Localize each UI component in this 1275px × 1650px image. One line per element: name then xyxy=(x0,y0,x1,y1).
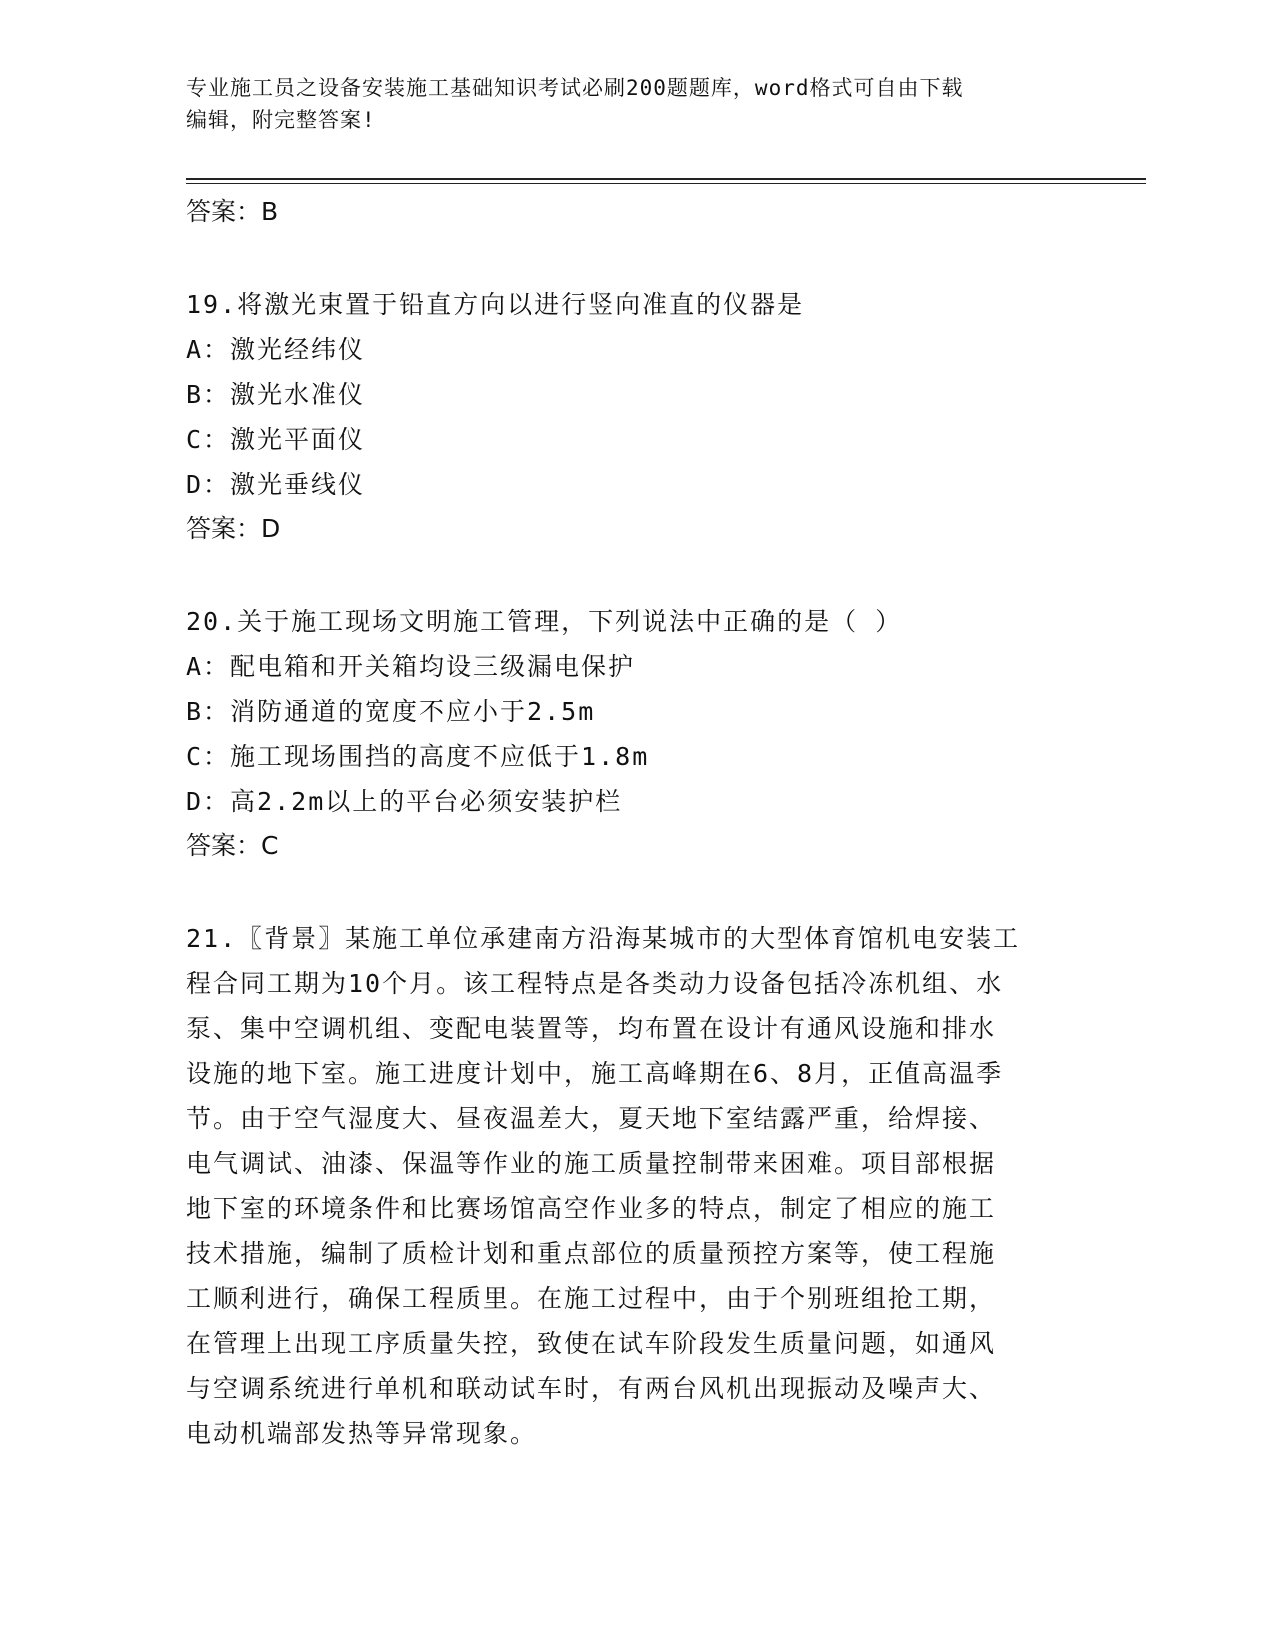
answer: 答案：D xyxy=(186,514,281,543)
option-c: C：激光平面仪 xyxy=(186,425,366,454)
paragraph-line: 技术措施，编制了质检计划和重点部位的质量预控方案等，使工程施 xyxy=(186,1239,997,1268)
document-title-line-1: 专业施工员之设备安装施工基础知识考试必刷200题题库，word格式可自由下载 xyxy=(186,76,964,100)
document-title xyxy=(186,72,1066,136)
option-d: D：激光垂线仪 xyxy=(186,470,366,499)
option-c: C：施工现场围挡的高度不应低于1.8m xyxy=(186,742,650,771)
paragraph-line: 泵、集中空调机组、变配电装置等，均布置在设计有通风设施和排水 xyxy=(186,1014,997,1043)
answer: 答案：C xyxy=(186,831,279,860)
option-a: A：配电箱和开关箱均设三级漏电保护 xyxy=(186,652,636,681)
paragraph-line: 与空调系统进行单机和联动试车时，有两台风机出现振动及噪声大、 xyxy=(186,1374,997,1403)
paragraph-line: 程合同工期为10个月。该工程特点是各类动力设备包括冷冻机组、水 xyxy=(186,969,1004,998)
paragraph-line: 在管理上出现工序质量失控，致使在试车阶段发生质量问题，如通风 xyxy=(186,1329,997,1358)
paragraph-line: 设施的地下室。施工进度计划中，施工高峰期在6、8月，正值高温季 xyxy=(186,1059,1004,1088)
question-stem: 20.关于施工现场文明施工管理，下列说法中正确的是（ ） xyxy=(186,607,903,636)
header-divider-thick xyxy=(186,178,1146,180)
question-19 xyxy=(186,282,1076,551)
paragraph-line: 节。由于空气湿度大、昼夜温差大，夏天地下室结露严重，给焊接、 xyxy=(186,1104,997,1133)
question-stem: 19.将激光束置于铅直方向以进行竖向准直的仪器是 xyxy=(186,290,805,319)
question-21-case-background xyxy=(186,916,1076,1456)
option-b: B：消防通道的宽度不应小于2.5m xyxy=(186,697,596,726)
paragraph-line: 工顺利进行，确保工程质里。在施工过程中，由于个别班组抢工期， xyxy=(186,1284,997,1313)
option-b: B：激光水准仪 xyxy=(186,380,366,409)
paragraph-line: 21.〖背景〗某施工单位承建南方沿海某城市的大型体育馆机电安装工 xyxy=(186,924,1021,953)
document-title-line-2: 编辑，附完整答案! xyxy=(186,108,376,132)
paragraph-line: 电动机端部发热等异常现象。 xyxy=(186,1419,538,1448)
option-d: D：高2.2m以上的平台必须安装护栏 xyxy=(186,787,623,816)
question-20 xyxy=(186,599,1076,868)
paragraph-line: 电气调试、油漆、保温等作业的施工质量控制带来困难。项目部根据 xyxy=(186,1149,997,1178)
answer-q18: 答案：B xyxy=(186,197,279,226)
document-body xyxy=(186,190,1076,1456)
paragraph-line: 地下室的环境条件和比赛场馆高空作业多的特点，制定了相应的施工 xyxy=(186,1194,997,1223)
header-divider-thin xyxy=(186,183,1146,184)
option-a: A：激光经纬仪 xyxy=(186,335,366,364)
